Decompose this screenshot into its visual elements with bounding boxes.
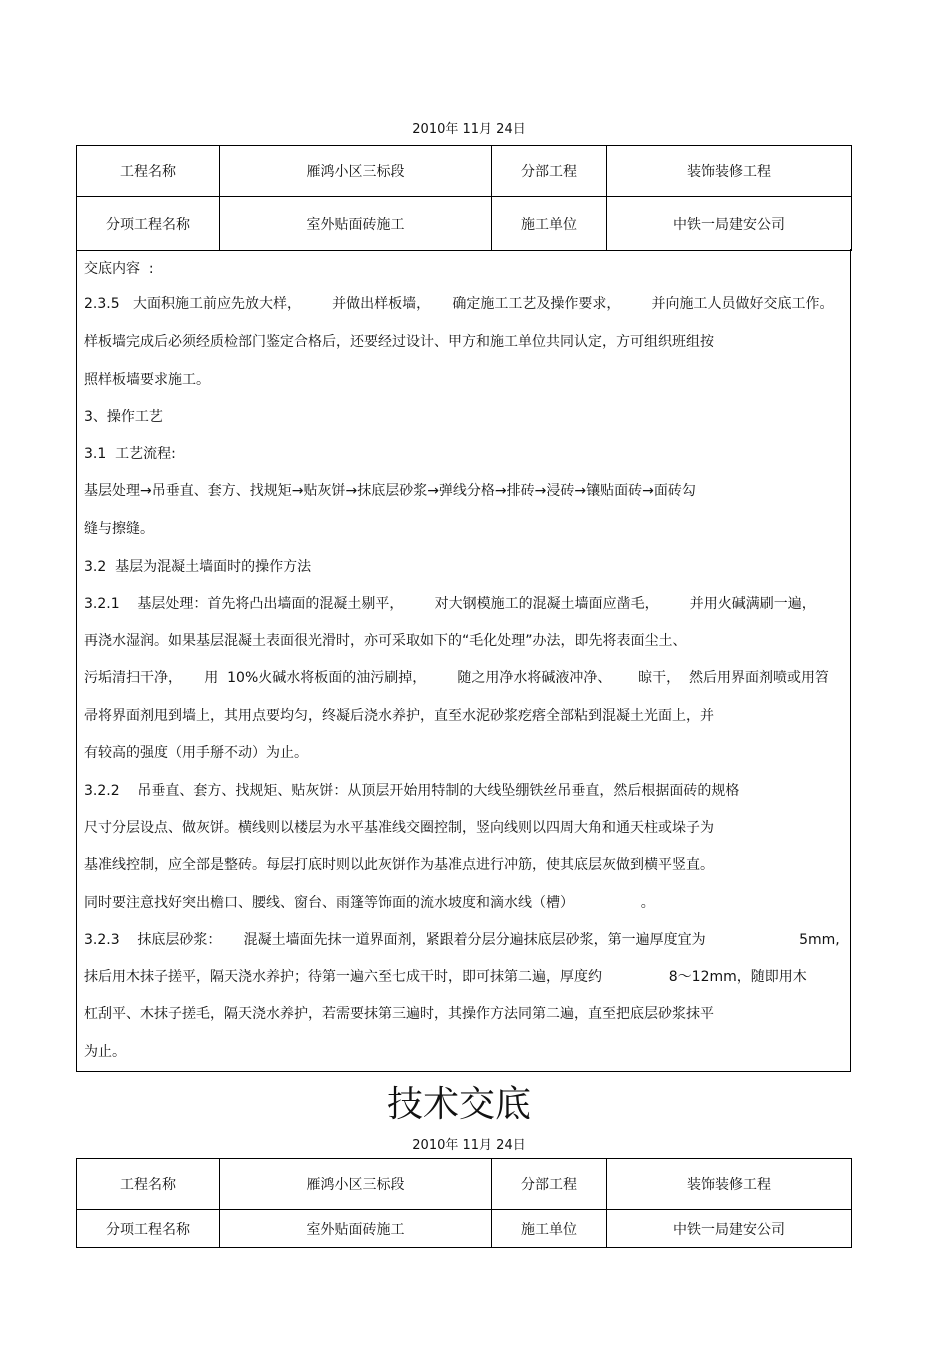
document-date: 2010年 11月 24日 — [412, 1138, 526, 1153]
content-line: 帚将界面剂甩到墙上，其用点要均匀，终凝后浇水养护，直至水泥砂浆疙瘩全部粘到混凝土光面上，并 — [84, 708, 714, 724]
page-title: 技术交底 — [386, 1084, 531, 1125]
table-row — [77, 197, 852, 251]
table-row — [77, 146, 852, 197]
division-label: 分部工程 — [492, 1159, 607, 1210]
content-line: 3.2 基层为混凝土墙面时的操作方法 — [84, 559, 312, 575]
content-line: 3.2.1 基层处理：首先将凸出墙面的混凝土剔平， 对大钢模施工的混凝土墙面应凿毛， 并用火碱满刷一遍， — [84, 596, 816, 612]
content-line: 尺寸分层设点、做灰饼。横线则以楼层为水平基准线交圈控制，竖向线则以四周大角和通天柱或垛子为 — [84, 820, 714, 836]
contractor-label: 施工单位 — [492, 197, 607, 251]
table-row — [77, 1159, 852, 1210]
content-line: 3.2.2 吊垂直、套方、找规矩、贴灰饼：从顶层开始用特制的大线坠绷铁丝吊垂直，然后根据面砖的规格 — [84, 783, 740, 799]
handover-content-box — [76, 249, 851, 1072]
subitem-label: 分项工程名称 — [77, 1210, 220, 1248]
project-name-value: 雁鸿小区三标段 — [220, 1159, 492, 1210]
contractor-value: 中铁一局建安公司 — [607, 197, 852, 251]
project-info-table — [76, 145, 852, 251]
content-line: 杠刮平、木抹子搓毛，隔天浇水养护，若需要抹第三遍时，其操作方法同第二遍，直至把底层砂浆抹平 — [84, 1006, 714, 1022]
division-value: 装饰装修工程 — [607, 146, 852, 197]
content-line: 污垢清扫干净， 用 10%火碱水将板面的油污刷掉， 随之用净水将碱液冲净、 晾干， 然后用界面剂喷或用笤 — [84, 670, 830, 686]
content-line: 照样板墙要求施工。 — [84, 372, 210, 388]
content-line: 缝与擦缝。 — [84, 521, 154, 537]
content-line: 再浇水湿润。如果基层混凝土表面很光滑时，亦可采取如下的“毛化处理”办法，即先将表面尘土、 — [84, 633, 687, 649]
project-info-table — [76, 1158, 852, 1248]
contractor-value: 中铁一局建安公司 — [607, 1210, 852, 1248]
content-line: 同时要注意找好突出檐口、腰线、窗台、雨篷等饰面的流水坡度和滴水线（槽） 。 — [84, 895, 655, 911]
content-line: 3.2.3 抹底层砂浆： 混凝土墙面先抹一道界面剂，紧跟着分层分遍抹底层砂浆，第一遍厚度宜为 5mm, — [84, 932, 840, 948]
contractor-label: 施工单位 — [492, 1210, 607, 1248]
division-value: 装饰装修工程 — [607, 1159, 852, 1210]
project-name-label: 工程名称 — [77, 146, 220, 197]
division-label: 分部工程 — [492, 146, 607, 197]
project-name-label: 工程名称 — [77, 1159, 220, 1210]
content-line: 基层处理→吊垂直、套方、找规矩→贴灰饼→抹底层砂浆→弹线分格→排砖→浸砖→镶贴面砖→面砖勾 — [84, 483, 696, 499]
subitem-value: 室外贴面砖施工 — [220, 1210, 492, 1248]
content-line: 有较高的强度（用手掰不动）为止。 — [84, 745, 308, 761]
content-line: 基准线控制，应全部是整砖。每层打底时则以此灰饼作为基准点进行冲筋，使其底层灰做到横平竖直。 — [84, 857, 714, 873]
content-line: 样板墙完成后必须经质检部门鉴定合格后，还要经过设计、甲方和施工单位共同认定，方可组织班组按 — [84, 334, 714, 350]
table-row — [77, 1210, 852, 1248]
project-name-value: 雁鸿小区三标段 — [220, 146, 492, 197]
subitem-label: 分项工程名称 — [77, 197, 220, 251]
content-line: 2.3.5 大面积施工前应先放大样， 并做出样板墙， 确定施工工艺及操作要求， 并向施工人员做好交底工作。 — [84, 296, 834, 312]
subitem-value: 室外贴面砖施工 — [220, 197, 492, 251]
content-line: 3.1 工艺流程: — [84, 446, 176, 462]
content-line: 交底内容 : — [84, 261, 154, 277]
content-line: 为止。 — [84, 1044, 126, 1060]
content-line: 3、操作工艺 — [84, 409, 163, 425]
document-date: 2010年 11月 24日 — [412, 122, 526, 137]
content-line: 抹后用木抹子搓平，隔天浇水养护；待第一遍六至七成干时，即可抹第二遍，厚度约 8～12mm，随即用木 — [84, 969, 807, 985]
